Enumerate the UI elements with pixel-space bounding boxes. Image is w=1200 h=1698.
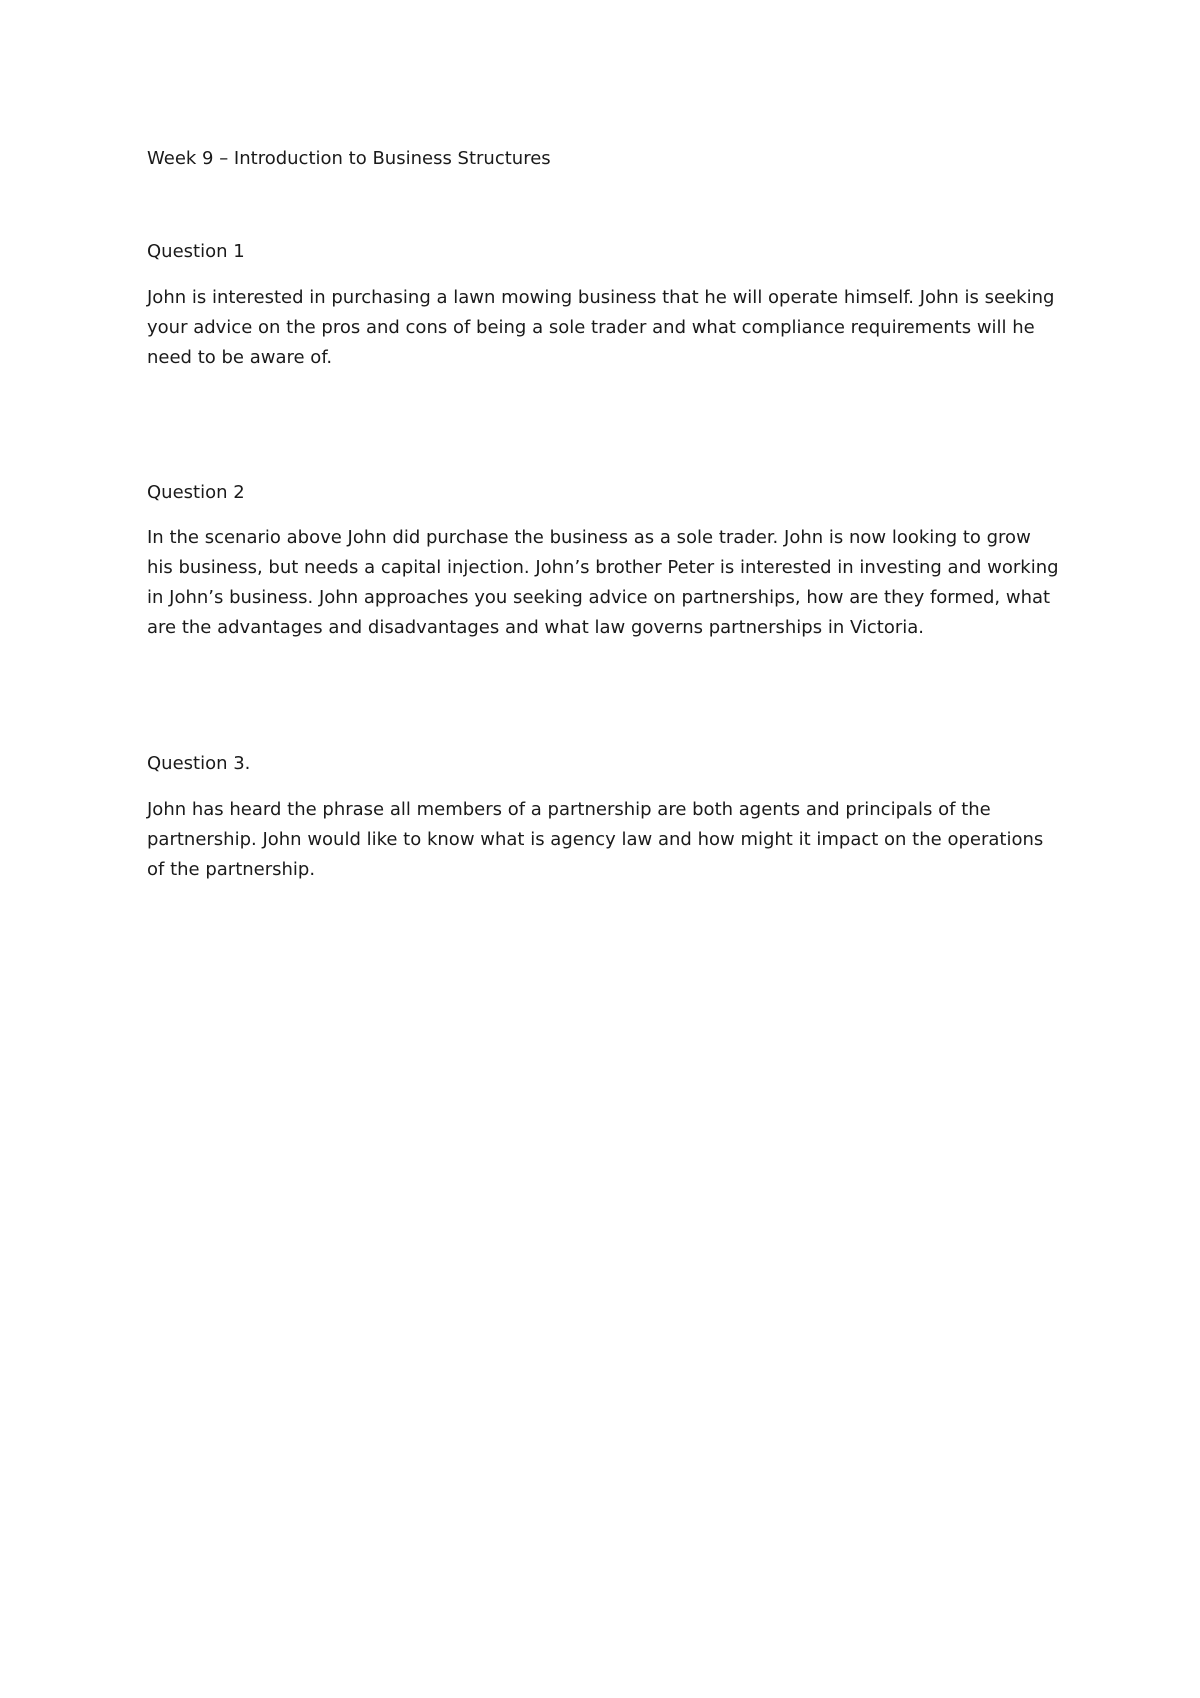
document-title: Week 9 – Introduction to Business Structures	[147, 148, 551, 169]
question-2-text	[147, 523, 1077, 643]
question-3-text	[147, 795, 1077, 885]
question-2-line: are the advantages and disadvantages and what law governs partnerships in Victoria.	[147, 617, 924, 638]
question-2-line: In the scenario above John did purchase the business as a sole trader. John is now looking to grow	[147, 527, 1031, 548]
question-2-line: in John’s business. John approaches you seeking advice on partnerships, how are they formed, what	[147, 587, 1051, 608]
question-1-text	[147, 283, 1077, 373]
question-1-line: John is interested in purchasing a lawn mowing business that he will operate himself. John is seeking	[147, 287, 1055, 308]
question-3-heading: Question 3.	[147, 753, 251, 774]
question-2-line: his business, but needs a capital injection. John’s brother Peter is interested in investing and working	[147, 557, 1059, 578]
question-1-line: your advice on the pros and cons of being a sole trader and what compliance requirements will he	[147, 317, 1035, 338]
question-3-line: partnership. John would like to know what is agency law and how might it impact on the operations	[147, 829, 1044, 850]
question-3-line: John has heard the phrase all members of a partnership are both agents and principals of the	[147, 799, 991, 820]
question-1-heading: Question 1	[147, 241, 245, 262]
question-3-line: of the partnership.	[147, 859, 316, 880]
question-2-heading: Question 2	[147, 482, 245, 503]
question-1-line: need to be aware of.	[147, 347, 333, 368]
